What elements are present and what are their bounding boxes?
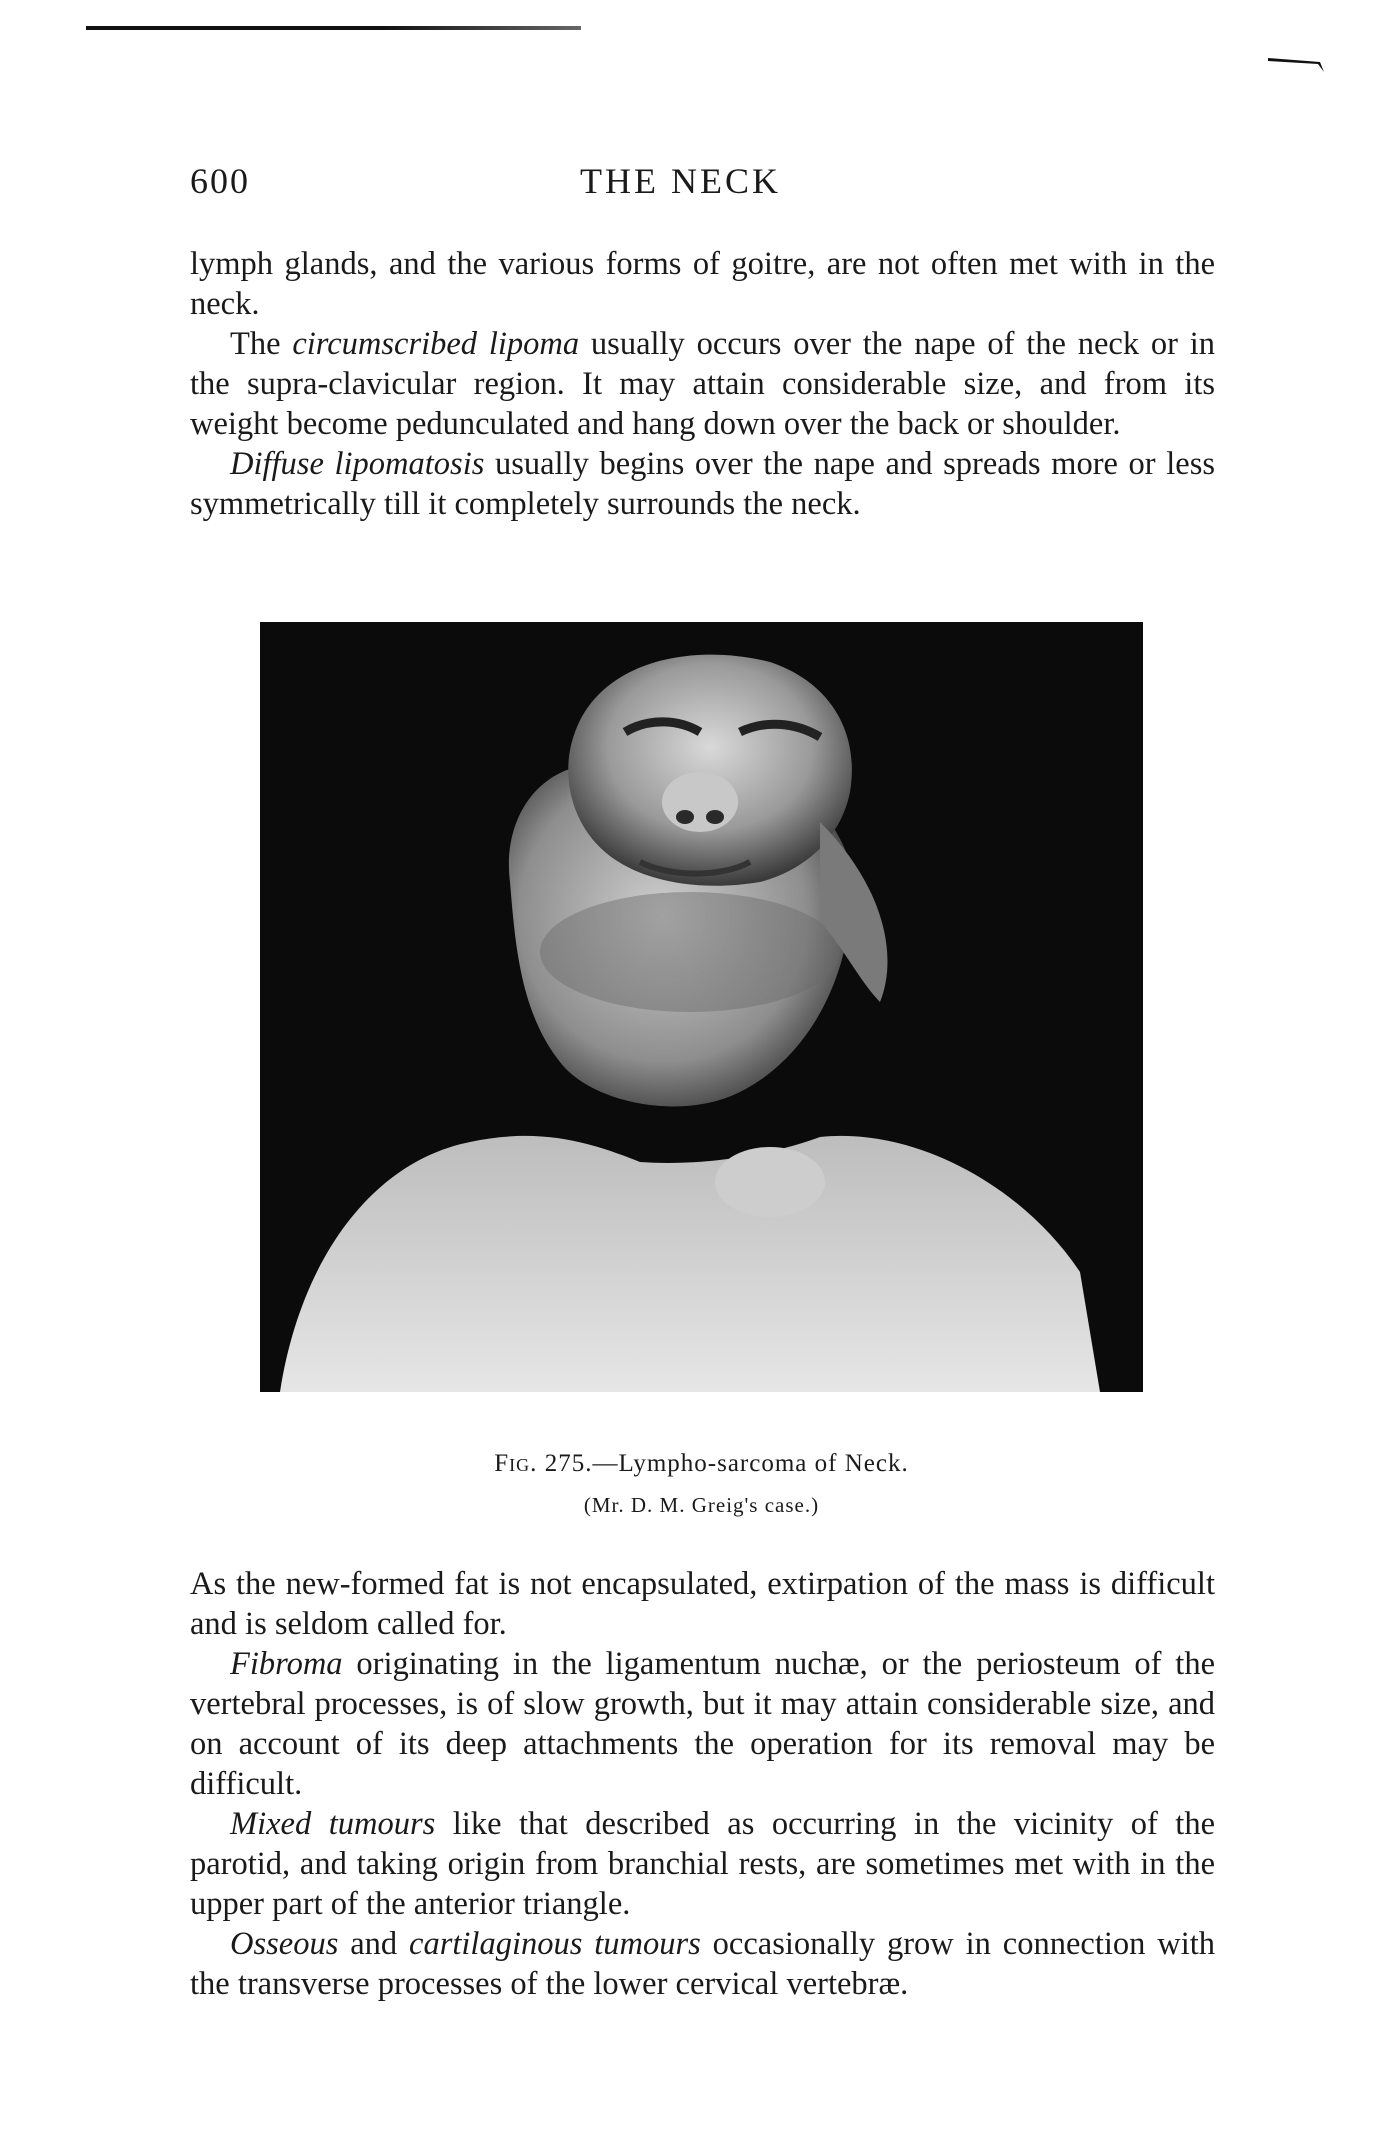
term-mixed-tumours: Mixed tumours [230, 1806, 436, 1842]
page-header [190, 160, 1215, 210]
paragraph-osseous: Osseous and cartilaginous tumours occasionally grow in connection with the transverse processes of the lower cervical vertebræ. [190, 1926, 1216, 2002]
term-circumscribed-lipoma: circumscribed lipoma [292, 326, 580, 362]
bottom-text-block [190, 1564, 1215, 2004]
running-head: THE NECK [580, 161, 781, 201]
paragraph-goitre: lymph glands, and the various forms of goitre, are not often met with in the neck. [190, 246, 1215, 322]
term-cartilaginous-tumours: cartilaginous tumours [409, 1926, 701, 1962]
figure-photograph [260, 622, 1143, 1392]
top-rule [86, 26, 581, 30]
top-text-block [190, 244, 1215, 524]
term-diffuse-lipomatosis: Diffuse lipomatosis [230, 446, 485, 482]
paragraph-circumscribed-lipoma: The circumscribed lipoma usually occurs over the nape of the neck or in the supra-clavicular region. It may attain considerable size, and from its weight become pedunculated and hang down over the back or shoulder. [190, 326, 1216, 442]
paragraph-extirpation: As the new-formed fat is not encapsulated, extirpation of the mass is difficult and is seldom called for. [190, 1566, 1215, 1642]
figure-title: 275.—Lympho-sarcoma of Neck. [544, 1450, 909, 1477]
paragraph-fibroma: Fibroma originating in the ligamentum nuchæ, or the periosteum of the vertebral processes, is of slow growth, but it may attain considerable size, and on account of its deep attachments the operation for its removal may be difficult. [190, 1646, 1216, 1802]
page-number: 600 [190, 161, 250, 201]
figure-caption [260, 1450, 1143, 1478]
term-fibroma: Fibroma [230, 1646, 343, 1682]
paragraph-mixed-tumours: Mixed tumours like that described as occurring in the vicinity of the parotid, and taking origin from branchial rests, are sometimes met with in the upper part of the anterior triangle. [190, 1806, 1216, 1922]
corner-mark [1268, 52, 1328, 72]
figure-label: Fig. [494, 1450, 538, 1477]
lympho-sarcoma-photo [260, 622, 1143, 1392]
paragraph-diffuse-lipomatosis: Diffuse lipomatosis usually begins over the nape and spreads more or less symmetrically till it completely surrounds the neck. [190, 446, 1215, 522]
term-osseous: Osseous [230, 1926, 339, 1962]
figure-credit: (Mr. D. M. Greig's case.) [583, 1493, 820, 1517]
